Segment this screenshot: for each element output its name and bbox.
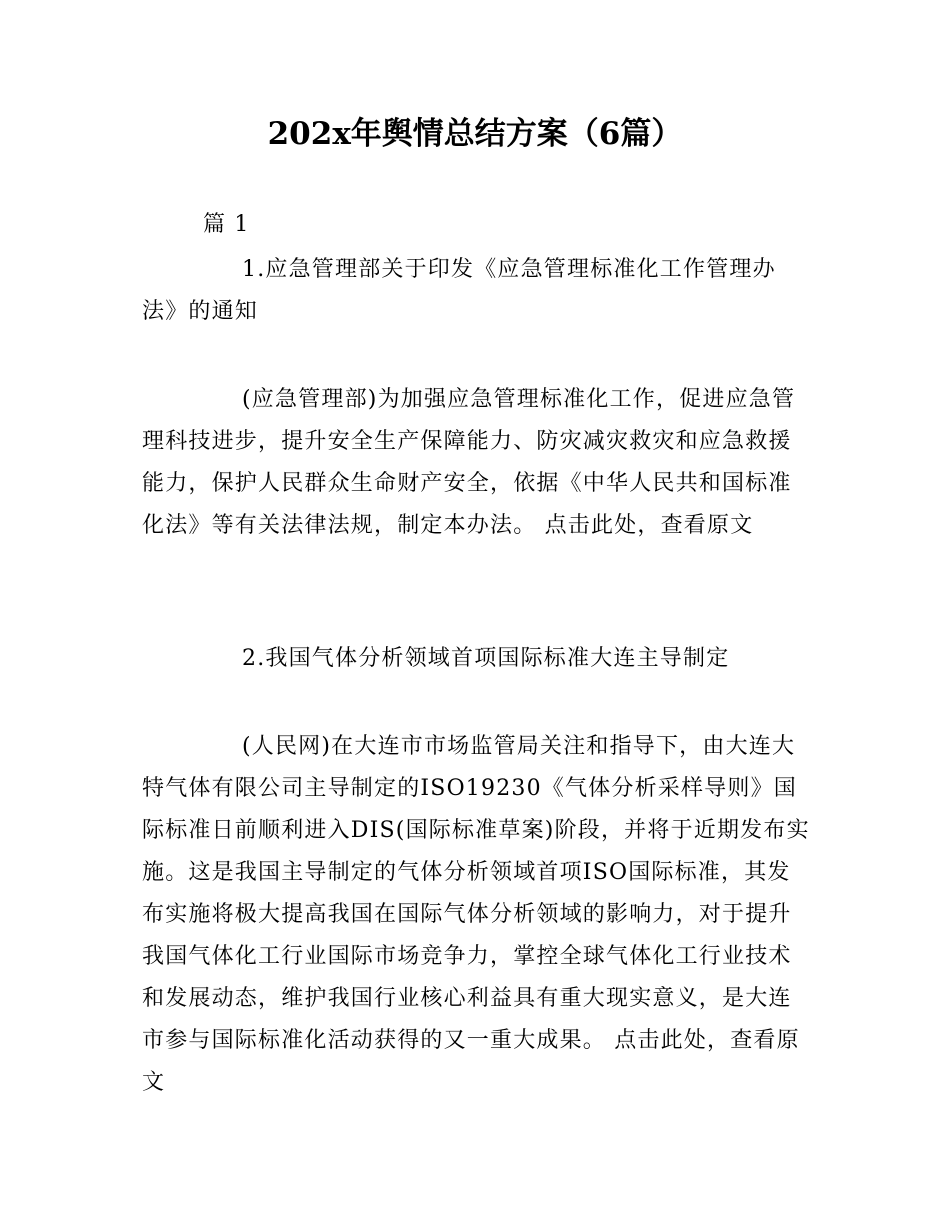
item-2-view-original-link[interactable]: 点击此处，查看原文: [142, 1028, 800, 1095]
item-2-body: (人民网)在大连市市场监管局关注和指导下，由大连大特气体有限公司主导制定的ISO19230《气体分析采样导则》国际标准日前顺利进入DIS(国际标准草案)阶段，并将于近期发布实施。这是我国主导制定的气体分析领域首项ISO国际标准，其发布实施将极大提高我国在国际气体分析领域的影响力，对于提升我国气体化工行业国际市场竞争力，掌控全球气体化工行业技术和发展动态，维护我国行业核心利益具有重大现实意义，是大连市参与国际标准化活动获得的又一重大成果。: [142, 734, 810, 1053]
item-1-heading: 1.应急管理部关于印发《应急管理标准化工作管理办法》的通知: [142, 257, 776, 324]
item-1-body: (应急管理部)为加强应急管理标准化工作，促进应急管理科技进步，提升安全生产保障能力、防灾减灾救灾和应急救援能力，保护人民群众生命财产安全，依据《中华人民共和国标准化法》等有关法律法规，制定本办法。: [142, 387, 796, 538]
section-label: 篇 1: [203, 212, 250, 237]
document-title: 202x年舆情总结方案（6篇）: [267, 116, 683, 152]
item-2-heading: 2.我国气体分析领域首项国际标准大连主导制定: [242, 646, 730, 671]
item-2-paragraph: [142, 726, 810, 1104]
item-1-view-original-link[interactable]: 点击此处，查看原文: [544, 513, 754, 538]
item-1-paragraph: [142, 379, 810, 547]
